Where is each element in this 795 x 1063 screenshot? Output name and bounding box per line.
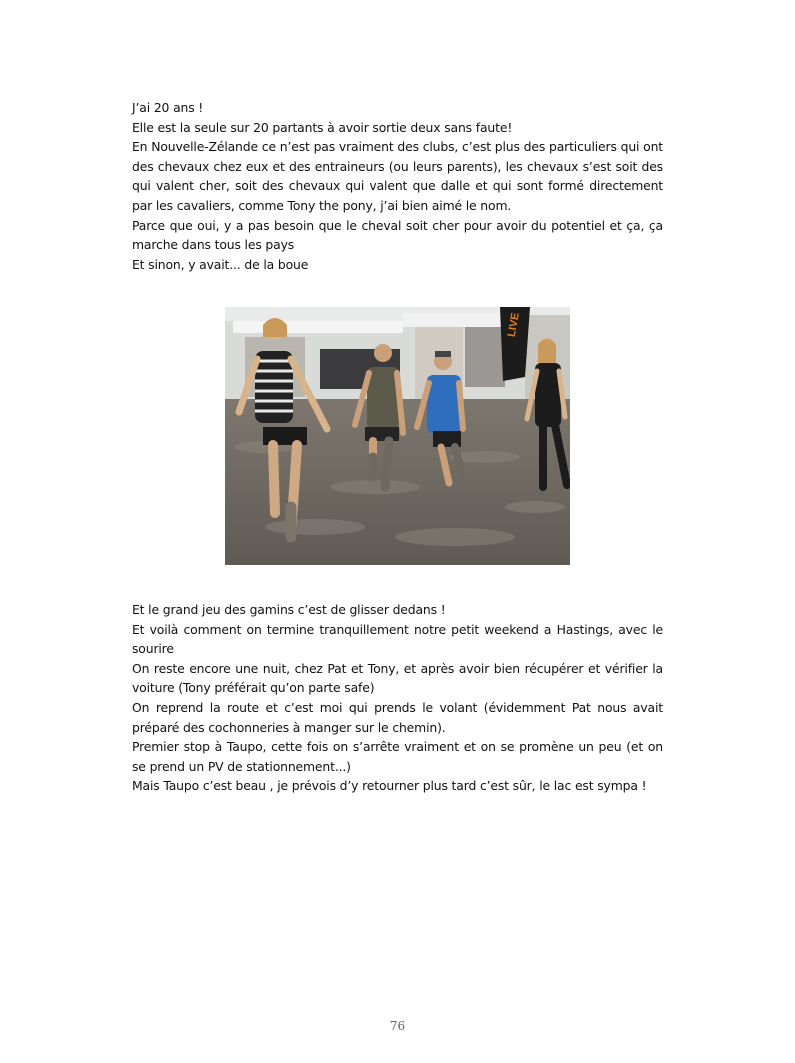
paragraph: Premier stop à Taupo, cette fois on s’arrête vraiment et on se promène un peu (et on se prend un PV de stationnement...) — [132, 739, 663, 774]
tent-interior — [465, 327, 505, 387]
mud-photo-illustration — [225, 307, 570, 565]
text-block-bottom — [132, 600, 663, 796]
page-number: 76 — [389, 1019, 406, 1033]
paragraph: En Nouvelle-Zélande ce n’est pas vraiment des clubs, c’est plus des particuliers qui ont des chevaux chez eux et des entraineurs (ou leurs parents), les chevaux s’est soit des qui valent cher, soit des chevaux qui valent que dalle et qui sont formé directement par les cavaliers, comme Tony the pony, j’ai bien aimé le nom. — [132, 139, 663, 213]
mud-photo — [225, 307, 570, 565]
banner-text: LIVE — [505, 311, 522, 338]
text-block-top — [132, 98, 663, 274]
paragraph: Elle est la seule sur 20 partants à avoir sortie deux sans faute! — [132, 119, 513, 135]
paragraph: Et le grand jeu des gamins c’est de glisser dedans ! — [132, 602, 446, 617]
paragraph: Et voilà comment on termine tranquillement notre petit weekend a Hastings, avec le sourire — [132, 621, 663, 657]
paragraph: Parce que oui, y a pas besoin que le cheval soit cher pour avoir du potentiel et ça, ça marche dans tous les pays — [132, 217, 663, 253]
paragraph: Et sinon, y avait... de la boue — [132, 256, 309, 272]
paragraph: J’ai 20 ans ! — [132, 100, 204, 115]
tent-awning — [403, 313, 513, 327]
paragraph: On reprend la route et c’est moi qui prends le volant (évidemment Pat nous avait préparé des cochonneries à manger sur le chemin). — [132, 699, 663, 735]
paragraph: Mais Taupo c’est beau , je prévois d’y retourner plus tard c’est sûr, le lac est sympa ! — [132, 778, 647, 794]
tent-awning — [233, 321, 403, 333]
paragraph: On reste encore une nuit, chez Pat et Tony, et après avoir bien récupérer et vérifier la voiture (Tony préférait qu’on parte safe) — [132, 660, 663, 696]
